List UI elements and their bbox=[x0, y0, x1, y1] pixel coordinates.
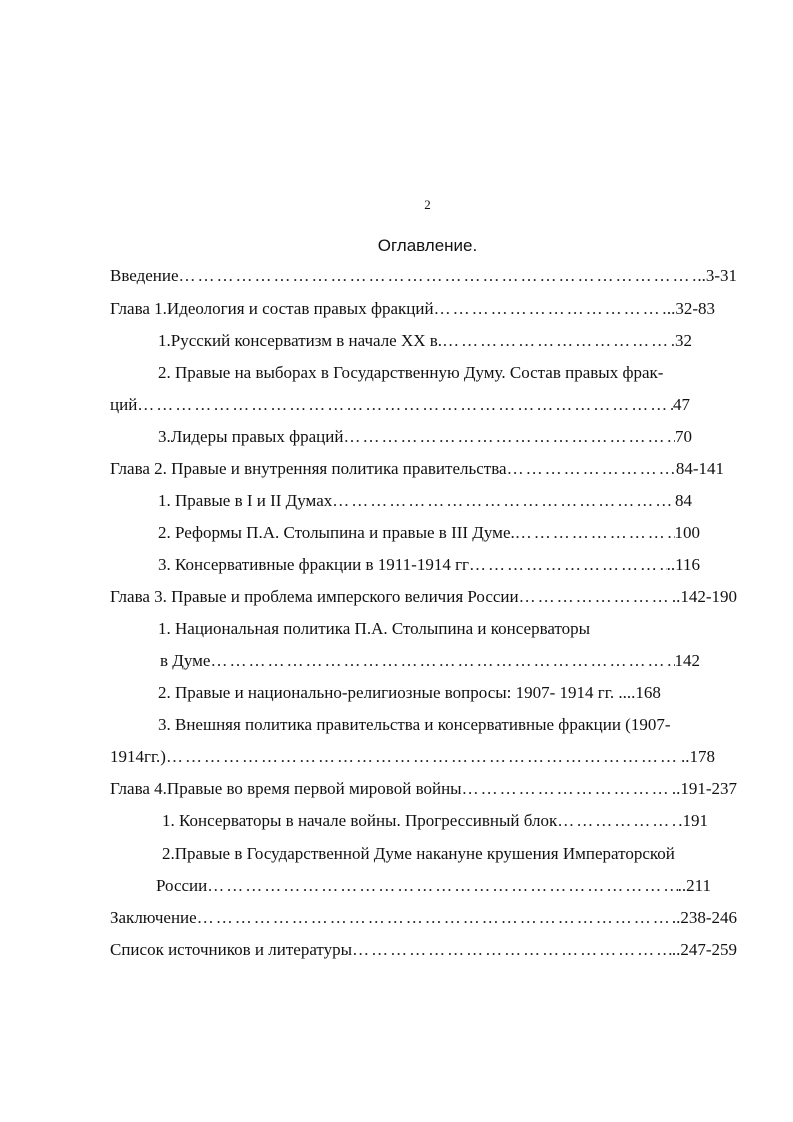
dot-leader bbox=[507, 458, 676, 480]
toc-entry-text: Глава 3. Правые и проблема имперского величия России bbox=[110, 587, 519, 606]
dot-leader bbox=[343, 426, 675, 448]
toc-entry-page: ..191-237 bbox=[671, 779, 737, 798]
toc-entry-text: ций bbox=[110, 395, 138, 414]
page-number: 2 bbox=[424, 197, 431, 212]
toc-entry-text: 2. Правые и национально-религиозные вопросы: 1907- 1914 гг. ....168 bbox=[158, 683, 661, 702]
toc-entry-text: Глава 2. Правые и внутренняя политика правительства bbox=[110, 459, 507, 478]
toc-entry-text: 1914гг.) bbox=[110, 747, 166, 766]
toc-entry-section-2-2 bbox=[158, 522, 700, 544]
toc-entry-section-3-3 bbox=[158, 714, 718, 736]
toc-entry-page: ..247-259 bbox=[671, 940, 737, 959]
toc-entry-text: 3. Внешняя политика правительства и консервативные фракции (1907- bbox=[158, 715, 671, 734]
toc-entry-page: ..142-190 bbox=[671, 587, 737, 606]
toc-entry-section-1-1 bbox=[158, 330, 692, 352]
toc-entry-text: Список источников и литературы bbox=[110, 940, 353, 959]
toc-entry-text: Глава 4.Правые во время первой мировой войны bbox=[110, 779, 462, 798]
toc-entry-page: .191 bbox=[678, 811, 708, 830]
toc-entry-page: 142 bbox=[674, 651, 700, 670]
dot-leader bbox=[207, 875, 677, 897]
toc-entry-page: ..116 bbox=[666, 555, 700, 574]
toc-entry-page: 32 bbox=[675, 331, 692, 350]
dot-leader bbox=[166, 746, 681, 768]
dot-leader bbox=[515, 522, 675, 544]
toc-entry-chapter-3 bbox=[110, 586, 737, 608]
dot-leader bbox=[352, 939, 672, 961]
toc-entry-conclusion bbox=[110, 907, 737, 929]
toc-entry-text: в Думе bbox=[160, 651, 211, 670]
toc-entry-section-2-1 bbox=[158, 490, 692, 512]
toc-entry-section-4-2-cont bbox=[156, 875, 711, 897]
toc-entry-chapter-4 bbox=[110, 778, 737, 800]
toc-entry-page: ..238-246 bbox=[671, 908, 737, 927]
toc-entry-section-3-1 bbox=[158, 618, 658, 640]
toc-entry-text: 1. Правые в I и II Думах bbox=[158, 491, 333, 510]
toc-entry-page: ..32-83 bbox=[666, 299, 715, 318]
toc-entry-text: Глава 1.Идеология и состав правых фракций bbox=[110, 299, 434, 318]
toc-entry-text: Введение bbox=[110, 266, 179, 285]
dot-leader bbox=[462, 778, 672, 800]
toc-entry-section-3-3-cont bbox=[110, 746, 715, 768]
toc-entry-section-3-2 bbox=[158, 682, 718, 704]
toc-entry-text: 1.Русский консерватизм в начале XX в. bbox=[158, 331, 443, 350]
toc-entry-section-2-3 bbox=[158, 554, 700, 576]
toc-entry-page: 70 bbox=[675, 427, 692, 446]
toc-entry-page: ..178 bbox=[681, 747, 715, 766]
toc-title: Оглавление. bbox=[377, 236, 478, 255]
toc-entry-page: ..211 bbox=[677, 876, 711, 895]
toc-entry-text: 3.Лидеры правых фраций bbox=[158, 427, 344, 446]
toc-entry-text: 1. Консерваторы в начале войны. Прогрессивный блок bbox=[162, 811, 558, 830]
toc-entry-section-1-2 bbox=[158, 362, 718, 384]
dot-leader bbox=[179, 265, 698, 287]
toc-entry-sources bbox=[110, 939, 737, 961]
toc-entry-page: 84-141 bbox=[675, 459, 724, 478]
toc-entry-section-4-2 bbox=[162, 843, 722, 865]
dot-leader bbox=[434, 298, 667, 320]
toc-entry-page: 84 bbox=[675, 491, 692, 510]
toc-entry-chapter-1 bbox=[110, 298, 715, 320]
toc-entry-page: ..3-31 bbox=[697, 266, 737, 285]
dot-leader bbox=[210, 650, 674, 672]
dot-leader bbox=[197, 907, 672, 929]
toc-entry-text: 1. Национальная политика П.А. Столыпина и консерваторы bbox=[158, 619, 591, 638]
toc-entry-text: России bbox=[156, 876, 208, 895]
toc-entry-section-1-2-cont bbox=[110, 394, 690, 416]
dot-leader bbox=[332, 490, 675, 512]
toc-entry-text: 3. Консервативные фракции в 1911-1914 гг bbox=[158, 555, 470, 574]
toc-entry-section-1-3 bbox=[158, 426, 692, 448]
dot-leader bbox=[469, 554, 667, 576]
toc-entry-text: Заключение bbox=[110, 908, 197, 927]
toc-entry-section-3-1-cont bbox=[160, 650, 700, 672]
toc-entry-text: 2. Реформы П.А. Столыпина и правые в III Думе. bbox=[158, 523, 515, 542]
toc-entry-intro bbox=[110, 265, 737, 287]
dot-leader bbox=[137, 394, 673, 416]
toc-entry-section-4-1 bbox=[162, 810, 708, 832]
toc-entry-text: 2.Правые в Государственной Думе накануне крушения Императорской bbox=[162, 844, 675, 863]
toc-entry-text: 2. Правые на выборах в Государственную Думу. Состав правых фрак- bbox=[158, 363, 664, 382]
dot-leader bbox=[442, 330, 675, 352]
toc-entry-page: 47 bbox=[673, 395, 690, 414]
dot-leader bbox=[557, 810, 678, 832]
toc-entry-chapter-2 bbox=[110, 458, 724, 480]
dot-leader bbox=[519, 586, 672, 608]
toc-entry-page: 100 bbox=[674, 523, 700, 542]
